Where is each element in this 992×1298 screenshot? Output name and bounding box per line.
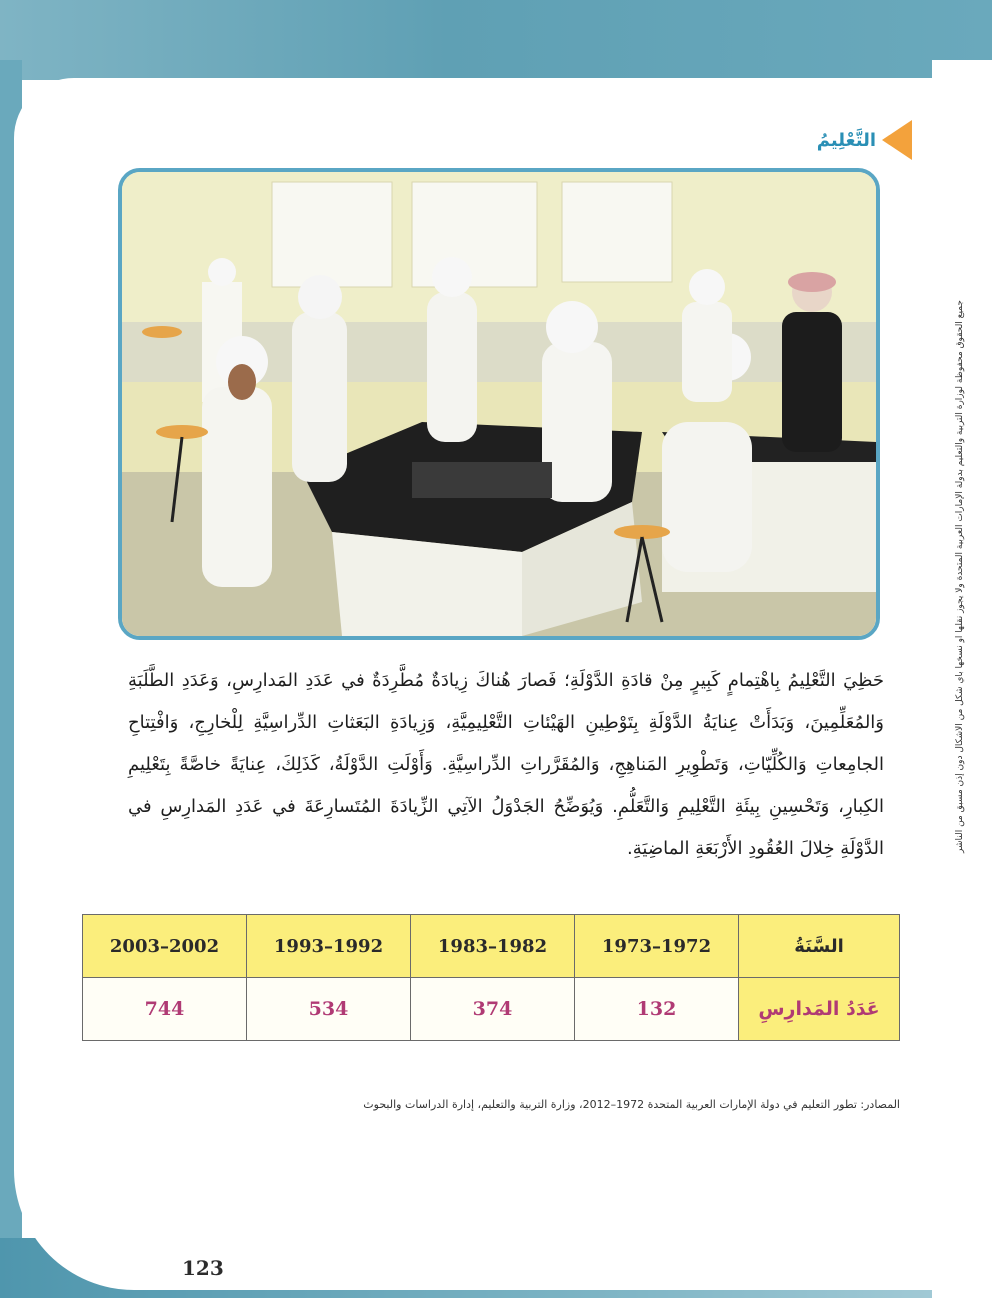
year-cell: 1972–1973 [575,915,739,978]
table-header-row [83,915,900,978]
top-decorative-band [0,0,992,80]
count-cell: 374 [411,978,575,1041]
schools-count-label: عَدَدُ المَدارِسِ [739,978,900,1041]
arrow-marker-icon [882,120,912,160]
year-cell: 1992–1993 [247,915,411,978]
count-cell: 132 [575,978,739,1041]
schools-table [82,914,900,1041]
table-values-row [83,978,900,1041]
section-title: التَّعْلِيمُ [816,129,876,151]
source-note: المصادر: تطور التعليم في دولة الإمارات العربية المتحدة 1972–2012، وزارة التربية والتعليم، إدارة الدراسات والبحوث [363,1098,900,1111]
page-number: 123 [182,1256,224,1280]
count-cell: 744 [83,978,247,1041]
section-heading [817,120,912,160]
lab-scene-illustration [122,172,876,636]
body-paragraph: حَظِيَ التَّعْلِيمُ بِاهْتِمامٍ كَبِيرٍ مِنْ قادَةِ الدَّوْلَةِ؛ فَصارَ هُناكَ زِيادَةٌ مُطَّرِدَةٌ في عَدَدِ المَدارِسِ، وَعَدَدِ الطَّلَبَةِ وَالمُعَلِّمِينَ، وَبَدَأَتْ عِنايَةُ الدَّوْلَةِ بِتَوْطِينِ الهَيْئاتِ التَّعْلِيمِيَّةِ، وَزِيادَةِ البَعَثاتِ الدِّراسِيَّةِ لِلْخارِجِ، وَافْتِتاحِ الجامِعاتِ وَالكُلِّيّاتِ، وَتَطْوِيرِ المَناهِجِ، وَالمُقَرَّراتِ الدِّراسِيَّةِ. وَأَوْلَتِ الدَّوْلَةُ، كَذَلِكَ، عِنايَةً خاصَّةً بِتَعْلِيمِ الكِبارِ، وَتَحْسِينِ بِيئَةِ التَّعْلِيمِ وَالتَّعَلُّمِ. وَيُوَضِّحُ الجَدْوَلُ الآتِي الزِّيادَةَ المُتَسارِعَةَ في عَدَدِ المَدارِسِ في الدَّوْلَةِ خِلالَ العُقُودِ الأَرْبَعَةِ الماضِيَةِ. [128,670,884,859]
classroom-photo [118,168,880,640]
year-cell: 2002–2003 [83,915,247,978]
count-cell: 534 [247,978,411,1041]
year-cell: 1982–1983 [411,915,575,978]
year-header-label: السَّنَةُ [739,915,900,978]
copyright-side-note: جميع الحقوق محفوظة لوزارة التربية والتعليم بدولة الإمارات العربية المتحدة ولا يجوز نقلها أو نسخها بأي شكل من الأشكال دون إذن مسبق من الناشر [955,300,965,853]
